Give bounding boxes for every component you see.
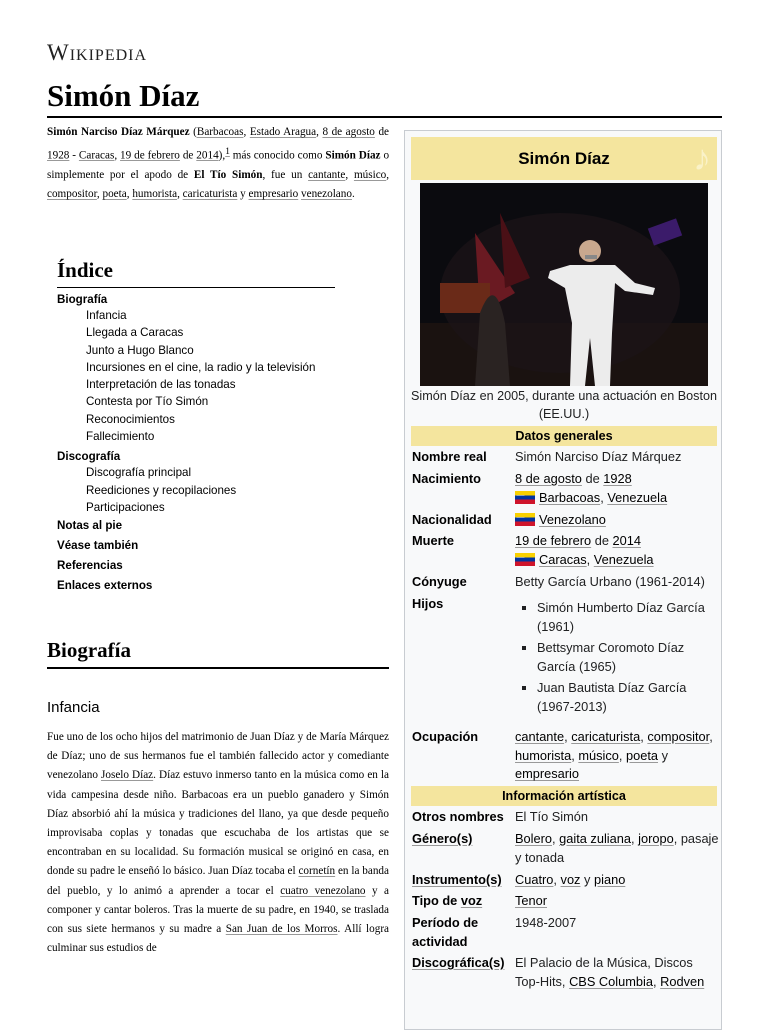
toc-subitem[interactable]: Infancia	[86, 309, 127, 322]
link-birth-date[interactable]: 8 de agosto	[515, 471, 582, 486]
link-death-year[interactable]: 2014	[612, 533, 641, 548]
concert-photo	[420, 183, 708, 386]
infobox-title-text: Simón Díaz	[518, 148, 610, 168]
toc-item-label[interactable]: Enlaces externos	[57, 579, 153, 593]
link-venezuela[interactable]: Venezuela	[593, 551, 654, 567]
link-caracas[interactable]: Caracas	[539, 551, 587, 567]
link-barbacoas[interactable]: Barbacoas	[196, 126, 244, 138]
toc-item-label[interactable]: Referencias	[57, 559, 123, 573]
row-value: Betty García Urbano (1961-2014)	[515, 574, 705, 589]
value-text: de	[594, 533, 609, 548]
venezuela-flag-icon	[515, 513, 535, 526]
section-heading-biography: Biografía	[47, 638, 131, 662]
infobox-caption: Simón Díaz en 2005, durante una actuación en Boston (EE.UU.)	[411, 389, 717, 421]
link-humorista[interactable]: humorista	[515, 747, 572, 763]
toc-subitem[interactable]: Reconocimientos	[86, 412, 175, 426]
link-musico[interactable]: músico	[578, 747, 619, 763]
link-poeta[interactable]: poeta	[102, 188, 127, 201]
link-caricaturista[interactable]: caricaturista	[571, 729, 641, 744]
row-value: Simón Narciso Díaz Márquez	[515, 449, 682, 464]
link-death-date[interactable]: 19 de febrero	[515, 533, 592, 548]
paragraph-text: y a componer y cantar boleros. Tras la muerte de su padre, en 1940, se traslada con sus siete hermanos y su madre a	[47, 884, 389, 936]
subject-short-name: Simón Díaz	[325, 149, 381, 162]
toc-subitem[interactable]: Incursiones en el cine, la radio y la televisión	[86, 360, 316, 374]
section-divider	[47, 667, 389, 669]
row-value: 8 de agosto de 1928 ········Barbacoas, Venezuela	[515, 470, 721, 507]
lead-text: fue un	[271, 168, 303, 181]
infobox-section-general: Datos generales	[411, 426, 717, 446]
lead-paragraph: Simón Narciso Díaz Márquez (Barbacoas, Estado Aragua, 8 de agosto de 1928 - Caracas, 19 de febrero de 2014),$^1$ más conocido como Simón Díaz o simplemente por el apodo de El Tío Simón, fue un cantante, músico, compositor, poeta, humorista, caricaturista y empresario venezolano.	[47, 126, 390, 201]
row-value: Bolero, gaita zuliana, joropo, pasaje y tonada	[515, 831, 719, 865]
toc-sublist	[57, 464, 377, 516]
list-item: ▪ Simón Humberto Díaz García (1961)	[537, 599, 721, 636]
link-joropo[interactable]: joropo	[638, 831, 674, 846]
link-tenor[interactable]: Tenor	[515, 893, 548, 908]
row-value: 19 de febrero de 2014 ········Caracas, Venezuela	[515, 532, 721, 569]
paragraph-text: Fue uno de los ocho hijos del matrimonio de Juan Díaz y de María Márquez de Díaz; uno de sus hermanos fue el también fallecido actor y comediante venezolano	[47, 731, 389, 782]
link-voz[interactable]: voz	[460, 893, 483, 908]
row-value: El Palacio de la Música, Discos Top-Hits, CBS Columbia, Rodven	[515, 955, 705, 989]
row-value	[515, 595, 721, 720]
toc-subitem[interactable]: Junto a Hugo Blanco	[86, 343, 194, 357]
row-value: El Tío Simón	[515, 809, 589, 824]
link-cantante[interactable]: cantante	[308, 168, 346, 181]
lead-text: o simplemente por el apodo de	[47, 149, 390, 181]
row-value	[515, 511, 721, 530]
link-death-date[interactable]: 19 de febrero	[120, 149, 180, 162]
toc-subitem[interactable]: Discografía principal	[86, 466, 192, 480]
link-empresario[interactable]: empresario	[248, 188, 299, 201]
row-label: Nacimiento	[412, 471, 481, 486]
link-humorista[interactable]: humorista	[132, 188, 178, 201]
list-item: ▪ Juan Bautista Díaz García (1967-2013)	[537, 679, 721, 716]
toc-subitem[interactable]: Contesta por Tío Simón	[86, 395, 209, 409]
link-san-juan-de-los-morros[interactable]: San Juan de los Morros	[225, 923, 338, 936]
row-label	[412, 871, 514, 890]
row-label: Otros nombres	[412, 809, 504, 824]
link-gaita-zuliana[interactable]: gaita zuliana	[559, 831, 631, 846]
link-venezuela[interactable]: Venezuela	[607, 489, 668, 505]
link-poeta[interactable]: poeta	[625, 747, 659, 763]
row-label: Período de actividad	[412, 915, 479, 949]
row-label: Nombre real	[412, 449, 487, 464]
link-death-year[interactable]: 2014	[196, 149, 219, 162]
row-label: Hijos	[412, 596, 444, 611]
link-birth-year[interactable]: 1928	[47, 149, 70, 162]
link-bolero[interactable]: Bolero	[515, 831, 552, 846]
row-label: Cónyuge	[412, 574, 467, 589]
toc-item[interactable]	[57, 576, 377, 596]
venezuela-flag-icon	[515, 553, 535, 566]
link-venezolano[interactable]: Venezolano	[539, 512, 606, 527]
toc-item-label[interactable]: Notas al pie	[57, 519, 123, 533]
link-birth-date[interactable]: 8 de agosto	[322, 126, 375, 138]
link-cornetin[interactable]: cornetín	[298, 865, 336, 878]
link-cuatro[interactable]: Cuatro	[515, 872, 554, 887]
link-caricaturista[interactable]: caricaturista	[182, 188, 238, 201]
toc-subitem[interactable]: Reediciones y recopilaciones	[86, 483, 237, 497]
toc-sublist	[57, 307, 377, 445]
link-instrument[interactable]: Instrumento(s)	[412, 872, 502, 887]
childhood-paragraph	[47, 728, 389, 958]
paragraph-text: . Allí logra culminar sus estudios de	[47, 923, 390, 955]
infobox-title	[411, 137, 717, 180]
row-label: Ocupación	[412, 729, 479, 744]
link-genre[interactable]: Género(s)	[412, 831, 473, 846]
link-estado-aragua[interactable]: Estado Aragua	[249, 126, 317, 138]
title-divider	[47, 116, 722, 118]
wikipedia-logo[interactable]: Wikipedia	[47, 40, 148, 65]
row-value	[515, 892, 721, 911]
toc-item-label[interactable]: Véase también	[57, 539, 139, 553]
row-label	[412, 830, 514, 849]
value-text: El Palacio de la Música, Discos Top-Hits,	[515, 955, 693, 989]
link-birth-year[interactable]: 1928	[603, 471, 632, 486]
link-piano[interactable]: piano	[594, 872, 626, 887]
row-value: 1948-2007	[515, 915, 577, 930]
row-label: Muerte	[412, 533, 454, 548]
toc-item[interactable]	[57, 536, 377, 556]
infobox	[404, 130, 722, 1030]
link-venezolano[interactable]: venezolano	[301, 188, 352, 201]
toc-item-label[interactable]: Biografía	[57, 293, 108, 306]
toc-item[interactable]	[57, 292, 377, 445]
toc-subitem[interactable]: Fallecimiento	[86, 430, 155, 444]
link-barbacoas[interactable]: Barbacoas	[539, 489, 601, 505]
link-caracas[interactable]: Caracas	[78, 149, 115, 162]
toc-subitem[interactable]: Interpretación de las tonadas	[86, 378, 236, 392]
footnote-ref[interactable]: 1	[225, 146, 230, 157]
link-empresario[interactable]: empresario	[515, 766, 580, 782]
lead-text: más conocido como	[232, 149, 323, 162]
link-cantante[interactable]: cantante	[515, 729, 565, 744]
row-value: cantante, caricaturista, compositor, humorista, músico, poeta y empresario	[515, 729, 713, 782]
subject-nickname: El Tío Simón	[193, 168, 263, 181]
toc-item-label[interactable]: Discografía	[57, 450, 121, 464]
value-text: de	[585, 471, 600, 486]
page-title: Simón Díaz	[47, 78, 200, 113]
row-label	[412, 892, 514, 911]
toc-item[interactable]	[57, 556, 377, 576]
row-label	[412, 954, 514, 973]
subsection-heading-childhood: Infancia	[47, 699, 100, 716]
paragraph-text: . Díaz estuvo inmerso tanto en la música como en la vida campesina desde niño. Barbacoas era un pueblo ganadero y Simón Díaz absorbió ahí la música y tradiciones del llano, ya que desde pequeño improvisaba coplas y tonadas que escuchaba de los artistas que se encontraban en su localidad. Su formación musical se originó en casa, en donde su padre le enseñó lo básico. Juan Díaz tocaba el	[47, 769, 389, 878]
venezuela-flag-icon	[515, 491, 535, 504]
table-of-contents	[57, 258, 377, 596]
toc-title: Índice	[57, 258, 335, 288]
value-text: y	[661, 747, 668, 763]
list-item: ▪ Bettsymar Coromoto Díaz García (1965)	[537, 639, 721, 676]
link-musico[interactable]: músico	[353, 168, 387, 181]
label-text: Tipo de	[412, 893, 458, 908]
toc-item[interactable]	[57, 516, 377, 536]
link-rodven[interactable]: Rodven	[660, 973, 705, 989]
link-cuatro-venezolano[interactable]: cuatro venezolano	[280, 884, 366, 897]
infobox-section-artistic: Información artística	[411, 786, 717, 806]
link-compositor[interactable]: compositor	[647, 729, 710, 744]
infobox-photo[interactable]	[420, 183, 708, 386]
toc-item[interactable]	[57, 449, 377, 516]
toc-list	[57, 292, 377, 596]
value-text: pasaje y tonada	[515, 831, 719, 865]
row-value: Cuatro, voz y piano	[515, 872, 626, 887]
link-voz[interactable]: voz	[560, 872, 581, 887]
toc-subitem[interactable]: Participaciones	[86, 500, 165, 514]
link-joselo-diaz[interactable]: Joselo Díaz	[101, 769, 154, 782]
paragraph-text: en la banda del pueblo, y lo animó a aprender a tocar el	[47, 865, 389, 897]
subject-full-name: Simón Narciso Díaz Márquez	[47, 126, 190, 138]
value-text: y	[584, 872, 591, 887]
link-compositor[interactable]: compositor	[47, 188, 97, 201]
link-cbs-columbia[interactable]: CBS Columbia	[569, 973, 653, 989]
link-record-label[interactable]: Discográfica(s)	[412, 955, 505, 970]
row-label: Nacionalidad	[412, 512, 492, 527]
music-note-icon: ♪	[693, 137, 711, 178]
toc-subitem[interactable]: Llegada a Caracas	[86, 326, 184, 340]
